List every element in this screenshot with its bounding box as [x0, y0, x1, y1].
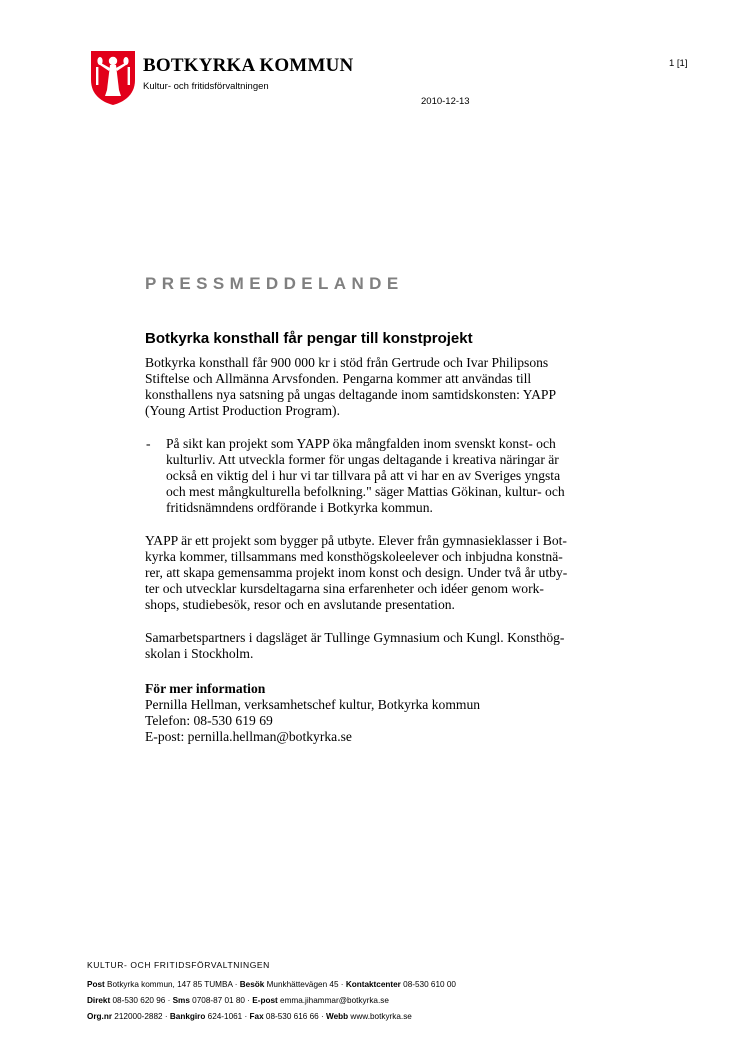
footer-value: www.botkyrka.se	[348, 1012, 412, 1021]
footer-value: 624-1061	[205, 1012, 243, 1021]
footer-label: Sms	[172, 996, 190, 1005]
text-line: rer, att skapa gemensamma projekt inom konst och design. Under två år utby-	[145, 564, 568, 580]
footer-value: Botkyrka kommun, 147 85 TUMBA	[104, 980, 233, 989]
footer-separator: ·	[244, 996, 253, 1005]
text-line: skolan i Stockholm.	[145, 645, 254, 661]
text-line: Botkyrka konsthall får 900 000 kr i stöd från Gertrude och Ivar Philipsons	[145, 355, 549, 370]
botkyrka-coat-of-arms-icon	[90, 50, 136, 106]
footer-label: Post	[87, 980, 105, 989]
footer-line-2	[87, 996, 389, 1005]
footer-separator: ·	[162, 1012, 170, 1021]
footer-value: 212000-2882	[112, 1012, 163, 1021]
footer-department: KULTUR- OCH FRITIDSFÖRVALTNINGEN	[87, 960, 270, 970]
headline: Botkyrka konsthall får pengar till konstprojekt	[145, 330, 473, 347]
text-line: Stiftelse och Allmänna Arvsfonden. Pengarna kommer att användas till	[145, 370, 532, 386]
quote-paragraph	[166, 436, 626, 516]
text-line: (Young Artist Production Program).	[145, 402, 340, 418]
department-name: Kultur- och fritidsförvaltningen	[143, 81, 269, 92]
footer-line-3	[87, 1012, 412, 1021]
footer-value: emma.jihammar@botkyrka.se	[277, 996, 389, 1005]
text-line: fritidsnämndens ordförande i Botkyrka kommun.	[166, 499, 433, 515]
org-name: BOTKYRKA KOMMUN	[143, 55, 354, 76]
text-line: och mest mångkulturella befolkning." säger Mattias Gökinan, kultur- och	[166, 483, 565, 499]
partners-paragraph	[145, 630, 620, 662]
footer-label: Fax	[249, 1012, 264, 1021]
footer-value: Munkhättevägen 45	[264, 980, 339, 989]
text-line: konsthallens nya satsning på ungas deltagande inom samtidskonsten: YAPP	[145, 386, 557, 402]
footer-separator: ·	[338, 980, 346, 989]
contact-phone: Telefon: 08-530 619 69	[145, 712, 273, 728]
list-dash: -	[146, 436, 151, 451]
intro-paragraph	[145, 355, 620, 419]
document-type: PRESSMEDDELANDE	[145, 274, 404, 293]
text-line: shops, studiebesök, resor och en avslutande presentation.	[145, 596, 455, 612]
contact-email: E-post: pernilla.hellman@botkyrka.se	[145, 728, 352, 744]
text-line: också en viktig del i hur vi tar tillvara på att vi har en av Sveriges yngsta	[166, 467, 561, 483]
text-line: Samarbetspartners i dagsläget är Tullinge Gymnasium och Kungl. Konsthög-	[145, 630, 565, 645]
footer-separator: ·	[165, 996, 173, 1005]
footer-label: Direkt	[87, 996, 111, 1005]
contact-heading: För mer information	[145, 681, 266, 696]
footer-label: E-post	[252, 996, 278, 1005]
footer-line-1	[87, 980, 456, 989]
footer-separator: ·	[242, 1012, 250, 1021]
footer-label: Kontaktcenter	[345, 980, 401, 989]
text-line: På sikt kan projekt som YAPP öka mångfalden inom svenskt konst- och	[166, 436, 556, 451]
page-number: 1 [1]	[669, 58, 688, 69]
footer-separator: ·	[318, 1012, 327, 1021]
text-line: ter och utvecklar kursdeltagarna sina erfarenheter och idéer genom work-	[145, 580, 544, 596]
text-line: kyrka kommer, tillsammans med konsthögskoleelever och inbjudna konstnä-	[145, 548, 563, 564]
document-date: 2010-12-13	[421, 96, 470, 107]
text-line: kulturliv. Att utveckla former för ungas deltagande i kreativa näringar är	[166, 451, 559, 467]
footer-label: Org.nr	[87, 1012, 113, 1021]
footer-value: 0708-87 01 80	[189, 996, 245, 1005]
footer-separator: ·	[232, 980, 240, 989]
footer-label: Webb	[326, 1012, 349, 1021]
footer-label: Besök	[239, 980, 265, 989]
contact-block	[145, 681, 620, 745]
footer-label: Bankgiro	[169, 1012, 206, 1021]
footer-value: 08-530 616 66	[263, 1012, 319, 1021]
text-line: YAPP är ett projekt som bygger på utbyte. Elever från gymnasieklasser i Bot-	[145, 533, 567, 548]
footer-value: 08-530 620 96	[110, 996, 166, 1005]
yapp-paragraph	[145, 533, 620, 613]
footer-value: 08-530 610 00	[400, 980, 456, 989]
contact-name: Pernilla Hellman, verksamhetschef kultur, Botkyrka kommun	[145, 696, 481, 712]
